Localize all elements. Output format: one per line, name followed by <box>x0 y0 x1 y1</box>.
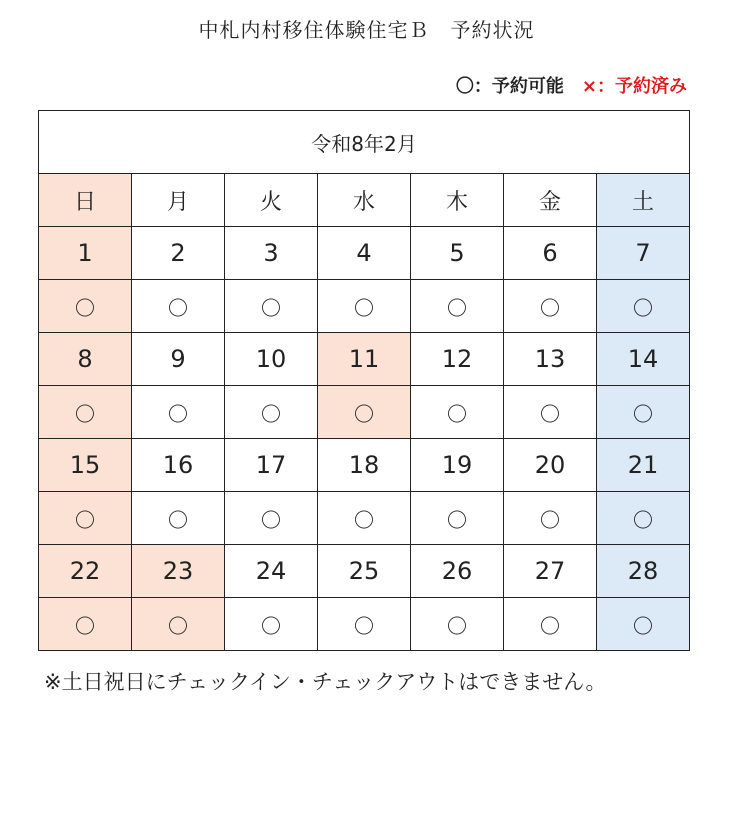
status-cell: 〇 <box>132 492 225 545</box>
status-cell: 〇 <box>411 386 504 439</box>
weekday-wed: 水 <box>318 174 411 227</box>
date-cell: 25 <box>318 545 411 598</box>
weekday-mon: 月 <box>132 174 225 227</box>
date-row <box>39 545 690 598</box>
weekday-thu: 木 <box>411 174 504 227</box>
reservation-calendar <box>38 110 690 651</box>
status-cell: 〇 <box>39 280 132 333</box>
date-cell: 7 <box>597 227 690 280</box>
status-cell-holiday: 〇 <box>132 598 225 651</box>
date-cell-holiday: 23 <box>132 545 225 598</box>
weekday-fri: 金 <box>504 174 597 227</box>
date-cell: 26 <box>411 545 504 598</box>
status-cell: 〇 <box>318 280 411 333</box>
date-row <box>39 333 690 386</box>
date-cell: 16 <box>132 439 225 492</box>
status-row <box>39 598 690 651</box>
status-row <box>39 386 690 439</box>
date-cell: 12 <box>411 333 504 386</box>
date-cell: 14 <box>597 333 690 386</box>
date-cell: 9 <box>132 333 225 386</box>
weekday-sat: 土 <box>597 174 690 227</box>
status-cell: 〇 <box>411 280 504 333</box>
status-cell: 〇 <box>504 598 597 651</box>
legend <box>456 72 687 98</box>
status-cell: 〇 <box>597 492 690 545</box>
status-cell: 〇 <box>225 598 318 651</box>
date-cell: 22 <box>39 545 132 598</box>
date-cell: 5 <box>411 227 504 280</box>
status-cell: 〇 <box>225 492 318 545</box>
status-cell: 〇 <box>39 598 132 651</box>
status-cell: 〇 <box>504 386 597 439</box>
date-cell: 8 <box>39 333 132 386</box>
status-cell: 〇 <box>132 280 225 333</box>
date-cell: 27 <box>504 545 597 598</box>
checkin-note: ※土日祝日にチェックイン・チェックアウトはできません。 <box>44 670 607 694</box>
status-cell: 〇 <box>597 386 690 439</box>
date-cell: 6 <box>504 227 597 280</box>
status-cell: 〇 <box>411 598 504 651</box>
status-cell: 〇 <box>318 598 411 651</box>
date-cell-holiday: 11 <box>318 333 411 386</box>
status-cell: 〇 <box>504 280 597 333</box>
date-cell: 24 <box>225 545 318 598</box>
date-cell: 1 <box>39 227 132 280</box>
date-cell: 20 <box>504 439 597 492</box>
date-cell: 10 <box>225 333 318 386</box>
date-cell: 15 <box>39 439 132 492</box>
calendar-month: 令和8年2月 <box>39 111 690 174</box>
status-cell: 〇 <box>597 598 690 651</box>
status-row <box>39 492 690 545</box>
date-row <box>39 227 690 280</box>
status-cell: 〇 <box>597 280 690 333</box>
page-title: 中札内村移住体験住宅Ｂ 予約状況 <box>198 18 535 42</box>
status-cell: 〇 <box>225 280 318 333</box>
status-cell: 〇 <box>225 386 318 439</box>
legend-booked: ×：予約済み <box>581 76 687 97</box>
date-cell: 17 <box>225 439 318 492</box>
date-cell: 21 <box>597 439 690 492</box>
status-row <box>39 280 690 333</box>
date-cell: 4 <box>318 227 411 280</box>
date-cell: 28 <box>597 545 690 598</box>
date-cell: 13 <box>504 333 597 386</box>
date-row <box>39 439 690 492</box>
status-cell: 〇 <box>318 492 411 545</box>
date-cell: 19 <box>411 439 504 492</box>
date-cell: 3 <box>225 227 318 280</box>
status-cell: 〇 <box>411 492 504 545</box>
status-cell: 〇 <box>39 492 132 545</box>
status-cell: 〇 <box>132 386 225 439</box>
status-cell: 〇 <box>504 492 597 545</box>
date-cell: 18 <box>318 439 411 492</box>
status-cell-holiday: 〇 <box>318 386 411 439</box>
legend-available: 〇：予約可能 <box>455 76 564 97</box>
status-cell: 〇 <box>39 386 132 439</box>
weekday-header-row <box>39 174 690 227</box>
date-cell: 2 <box>132 227 225 280</box>
weekday-tue: 火 <box>225 174 318 227</box>
weekday-sun: 日 <box>39 174 132 227</box>
